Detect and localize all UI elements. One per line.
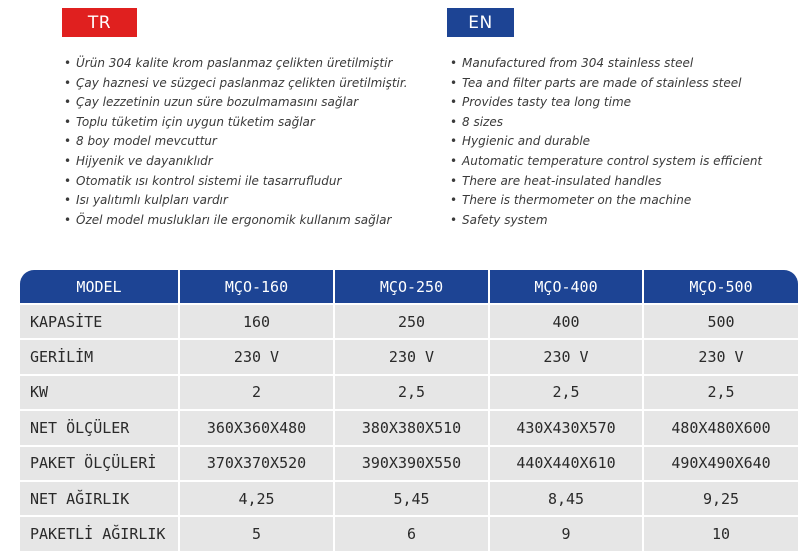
bullet-icon: • — [450, 114, 458, 129]
language-badge-tr: TR — [62, 8, 137, 37]
feature-tr-text: Çay lezzetinin uzun süre bozulmamasını sağlar — [76, 95, 359, 110]
row-label-cell: NET AĞIRLIK — [20, 480, 180, 515]
value-cell: 380X380X510 — [335, 409, 490, 444]
feature-en-item — [450, 191, 762, 211]
value-cell: 2 — [180, 374, 335, 409]
row-label-cell: PAKETLİ AĞIRLIK — [20, 515, 180, 550]
value-cell: 400 — [490, 303, 644, 338]
value-cell: 9,25 — [644, 480, 798, 515]
bullet-icon: • — [64, 114, 72, 129]
feature-list-tr — [64, 54, 408, 230]
feature-tr-item — [64, 132, 408, 152]
value-cell: 9 — [490, 515, 644, 550]
table-row — [20, 303, 798, 338]
feature-tr-text: Çay haznesi ve süzgeci paslanmaz çelikten üretilmiştir. — [76, 75, 408, 90]
feature-en-item — [450, 132, 762, 152]
feature-tr-item — [64, 74, 408, 94]
bullet-icon: • — [450, 134, 458, 149]
row-label-cell: KW — [20, 374, 180, 409]
table-row — [20, 338, 798, 373]
row-label-cell: KAPASİTE — [20, 303, 180, 338]
value-cell: 2,5 — [644, 374, 798, 409]
value-cell: 440X440X610 — [490, 445, 644, 480]
bullet-icon: • — [450, 173, 458, 188]
bullet-icon: • — [450, 212, 458, 227]
value-cell: 160 — [180, 303, 335, 338]
spec-table — [20, 270, 798, 551]
feature-tr-item — [64, 54, 408, 74]
bullet-icon: • — [450, 153, 458, 168]
header-cell-mco-400: MÇO-400 — [490, 270, 644, 303]
feature-en-item — [450, 113, 762, 133]
feature-tr-item — [64, 113, 408, 133]
feature-tr-item — [64, 152, 408, 172]
feature-en-item — [450, 172, 762, 192]
value-cell: 230 V — [490, 338, 644, 373]
feature-tr-text: Özel model muslukları ile ergonomik kullanım sağlar — [76, 212, 392, 227]
value-cell: 2,5 — [335, 374, 490, 409]
bullet-icon: • — [64, 95, 72, 110]
table-row — [20, 445, 798, 480]
feature-tr-item — [64, 172, 408, 192]
feature-tr-text: 8 boy model mevcuttur — [76, 134, 217, 149]
value-cell: 10 — [644, 515, 798, 550]
value-cell: 490X490X640 — [644, 445, 798, 480]
table-row — [20, 374, 798, 409]
feature-en-text: There are heat-insulated handles — [462, 173, 662, 188]
bullet-icon: • — [64, 134, 72, 149]
bullet-icon: • — [450, 193, 458, 208]
value-cell: 360X360X480 — [180, 409, 335, 444]
bullet-icon: • — [64, 193, 72, 208]
value-cell: 500 — [644, 303, 798, 338]
feature-en-text: 8 sizes — [462, 114, 503, 129]
language-badge-en: EN — [447, 8, 514, 37]
row-label-cell: NET ÖLÇÜLER — [20, 409, 180, 444]
value-cell: 230 V — [335, 338, 490, 373]
bullet-icon: • — [64, 173, 72, 188]
bullet-icon: • — [64, 212, 72, 227]
feature-tr-item — [64, 93, 408, 113]
feature-tr-text: Isı yalıtımlı kulpları vardır — [76, 193, 228, 208]
table-row — [20, 480, 798, 515]
row-label-cell: PAKET ÖLÇÜLERİ — [20, 445, 180, 480]
feature-en-item — [450, 93, 762, 113]
bullet-icon: • — [450, 95, 458, 110]
value-cell: 2,5 — [490, 374, 644, 409]
header-cell-model: MODEL — [20, 270, 180, 303]
feature-list-en — [450, 54, 762, 230]
bullet-icon: • — [450, 75, 458, 90]
header-cell-mco-250: MÇO-250 — [335, 270, 490, 303]
table-header-row — [20, 270, 798, 303]
bullet-icon: • — [64, 153, 72, 168]
value-cell: 230 V — [644, 338, 798, 373]
bullet-icon: • — [450, 56, 458, 70]
feature-en-text: Automatic temperature control system is efficient — [462, 153, 763, 168]
value-cell: 4,25 — [180, 480, 335, 515]
feature-tr-text: Ürün 304 kalite krom paslanmaz çelikten üretilmiştir — [76, 56, 393, 70]
value-cell: 390X390X550 — [335, 445, 490, 480]
feature-en-item — [450, 211, 762, 231]
value-cell: 5,45 — [335, 480, 490, 515]
feature-en-item — [450, 54, 762, 74]
value-cell: 5 — [180, 515, 335, 550]
table-row — [20, 409, 798, 444]
value-cell: 6 — [335, 515, 490, 550]
value-cell: 370X370X520 — [180, 445, 335, 480]
bullet-icon: • — [64, 56, 72, 70]
value-cell: 8,45 — [490, 480, 644, 515]
value-cell: 480X480X600 — [644, 409, 798, 444]
value-cell: 250 — [335, 303, 490, 338]
feature-tr-item — [64, 211, 408, 231]
table-body — [20, 303, 798, 551]
feature-en-item — [450, 152, 762, 172]
feature-en-text: There is thermometer on the machine — [462, 193, 692, 208]
feature-en-text: Provides tasty tea long time — [462, 95, 632, 110]
feature-tr-text: Toplu tüketim için uygun tüketim sağlar — [76, 114, 315, 129]
feature-tr-text: Otomatik ısı kontrol sistemi ile tasarrufludur — [76, 173, 342, 188]
feature-en-text: Tea and filter parts are made of stainless steel — [462, 75, 742, 90]
header-cell-mco-500: MÇO-500 — [689, 277, 753, 296]
feature-en-text: Safety system — [462, 212, 548, 227]
feature-en-item — [450, 74, 762, 94]
feature-tr-item — [64, 191, 408, 211]
header-cell-mco-160: MÇO-160 — [180, 270, 335, 303]
value-cell: 230 V — [180, 338, 335, 373]
row-label-cell: GERİLİM — [20, 338, 180, 373]
bullet-icon: • — [64, 75, 72, 90]
value-cell: 430X430X570 — [490, 409, 644, 444]
feature-en-text: Hygienic and durable — [462, 134, 591, 149]
table-row — [20, 515, 798, 550]
feature-tr-text: Hijyenik ve dayanıklıdr — [76, 153, 213, 168]
feature-en-text: Manufactured from 304 stainless steel — [462, 56, 694, 70]
